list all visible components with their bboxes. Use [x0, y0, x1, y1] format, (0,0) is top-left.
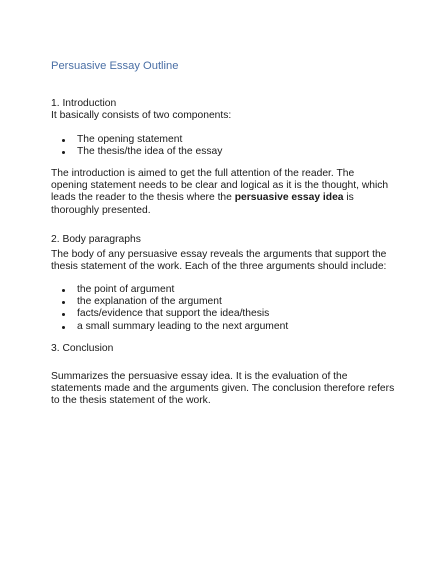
conclusion-para-line: statements made and the arguments given. The conclusion therefore refers — [51, 383, 395, 395]
body-bullets-wrap — [51, 284, 396, 333]
intro-bullets-wrap — [51, 134, 396, 158]
conclusion-heading-wrap — [51, 343, 396, 355]
conclusion-heading: 3. Conclusion — [51, 343, 114, 354]
conclusion-para-line: to the thesis statement of the work. — [51, 395, 211, 407]
intro-section — [51, 98, 396, 122]
intro-heading: 1. Introduction — [51, 98, 117, 109]
intro-bullet-item: The thesis/the idea of the essay — [51, 146, 396, 158]
intro-para-line: The introduction is aimed to get the full attention of the reader. The — [51, 168, 355, 179]
conclusion-paragraph — [51, 371, 396, 408]
document-title: Persuasive Essay Outline — [51, 60, 179, 72]
intro-bullet-list — [51, 134, 396, 158]
conclusion-para-line: Summarizes the persuasive essay idea. It is the evaluation of the — [51, 371, 348, 382]
body-paragraph — [51, 249, 396, 273]
body-bullet-list — [51, 284, 396, 333]
body-heading-wrap — [51, 234, 396, 246]
intro-para-text: is — [343, 192, 354, 204]
intro-para-line: thoroughly presented. — [51, 204, 151, 216]
intro-para-line — [51, 192, 396, 204]
intro-lead: It basically consists of two components: — [51, 110, 232, 122]
intro-paragraph — [51, 168, 396, 217]
intro-bullet-item: The opening statement — [51, 134, 396, 146]
body-bullet-item: a small summary leading to the next argument — [51, 321, 396, 333]
intro-para-bold: persuasive essay idea — [234, 192, 344, 204]
intro-para-text: leads the reader to the thesis where the — [51, 192, 235, 204]
body-para-line: thesis statement of the work. Each of the three arguments should include: — [51, 261, 387, 273]
intro-para-line: opening statement needs to be clear and logical as it is the thought, which — [51, 180, 389, 192]
body-para-line: The body of any persuasive essay reveals the arguments that support the — [51, 249, 387, 260]
body-bullet-item: the explanation of the argument — [51, 296, 396, 308]
body-bullet-item: facts/evidence that support the idea/thesis — [51, 308, 396, 320]
body-bullet-item: the point of argument — [51, 284, 396, 296]
body-heading: 2. Body paragraphs — [51, 234, 141, 245]
